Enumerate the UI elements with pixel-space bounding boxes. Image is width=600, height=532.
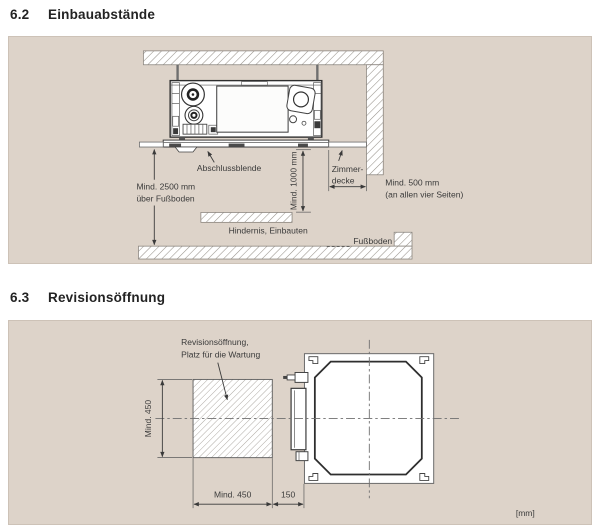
dim-2500-label-1: Mind. 2500 mm bbox=[136, 181, 196, 192]
opening-label-2: Platz für die Wartung bbox=[181, 349, 261, 360]
section-heading-62 bbox=[10, 7, 155, 22]
dim-1000-label: Mind. 1000 mm bbox=[288, 151, 299, 211]
ventilation-unit-front bbox=[170, 81, 322, 140]
motor-plate bbox=[286, 85, 316, 115]
inspection-diagram bbox=[9, 321, 591, 524]
section-number: 6.3 bbox=[10, 290, 30, 305]
dim-450-v-label: Mind. 450 bbox=[142, 399, 153, 438]
dim-500-label-2: (an allen vier Seiten) bbox=[385, 189, 464, 200]
clearances-diagram bbox=[9, 37, 591, 263]
dim-150-label: 150 bbox=[281, 489, 296, 500]
floor-label: Fußboden bbox=[353, 236, 393, 247]
obstacle-label: Hindernis, Einbauten bbox=[228, 225, 308, 236]
room-ceiling-label-2: decke bbox=[331, 175, 355, 186]
dim-1000 bbox=[289, 150, 311, 212]
room-ceiling-callout bbox=[332, 150, 364, 185]
dim-2500 bbox=[133, 150, 197, 245]
room-ceiling-label-1: Zimmer- bbox=[331, 163, 364, 174]
section-number: 6.2 bbox=[10, 7, 30, 22]
cover-panel-callout bbox=[197, 151, 262, 172]
unit-note-label: [mm] bbox=[515, 508, 535, 519]
dim-500-label-1: Mind. 500 mm bbox=[385, 177, 440, 188]
clearances-panel bbox=[8, 36, 592, 264]
cover-panel bbox=[163, 140, 329, 152]
section-heading-63 bbox=[10, 290, 165, 305]
dim-bottom bbox=[193, 458, 304, 508]
cover-panel-label: Abschlussblende bbox=[196, 162, 262, 173]
inspection-panel bbox=[8, 320, 592, 525]
section-title: Revisionsöffnung bbox=[48, 290, 166, 305]
section-title: Einbauabstände bbox=[48, 7, 156, 22]
dim-2500-label-2: über Fußboden bbox=[136, 193, 195, 204]
dim-450-h-label: Mind. 450 bbox=[213, 489, 252, 500]
obstacle-hatch bbox=[201, 212, 292, 222]
opening-label-1: Revisionsöffnung, bbox=[181, 336, 249, 347]
